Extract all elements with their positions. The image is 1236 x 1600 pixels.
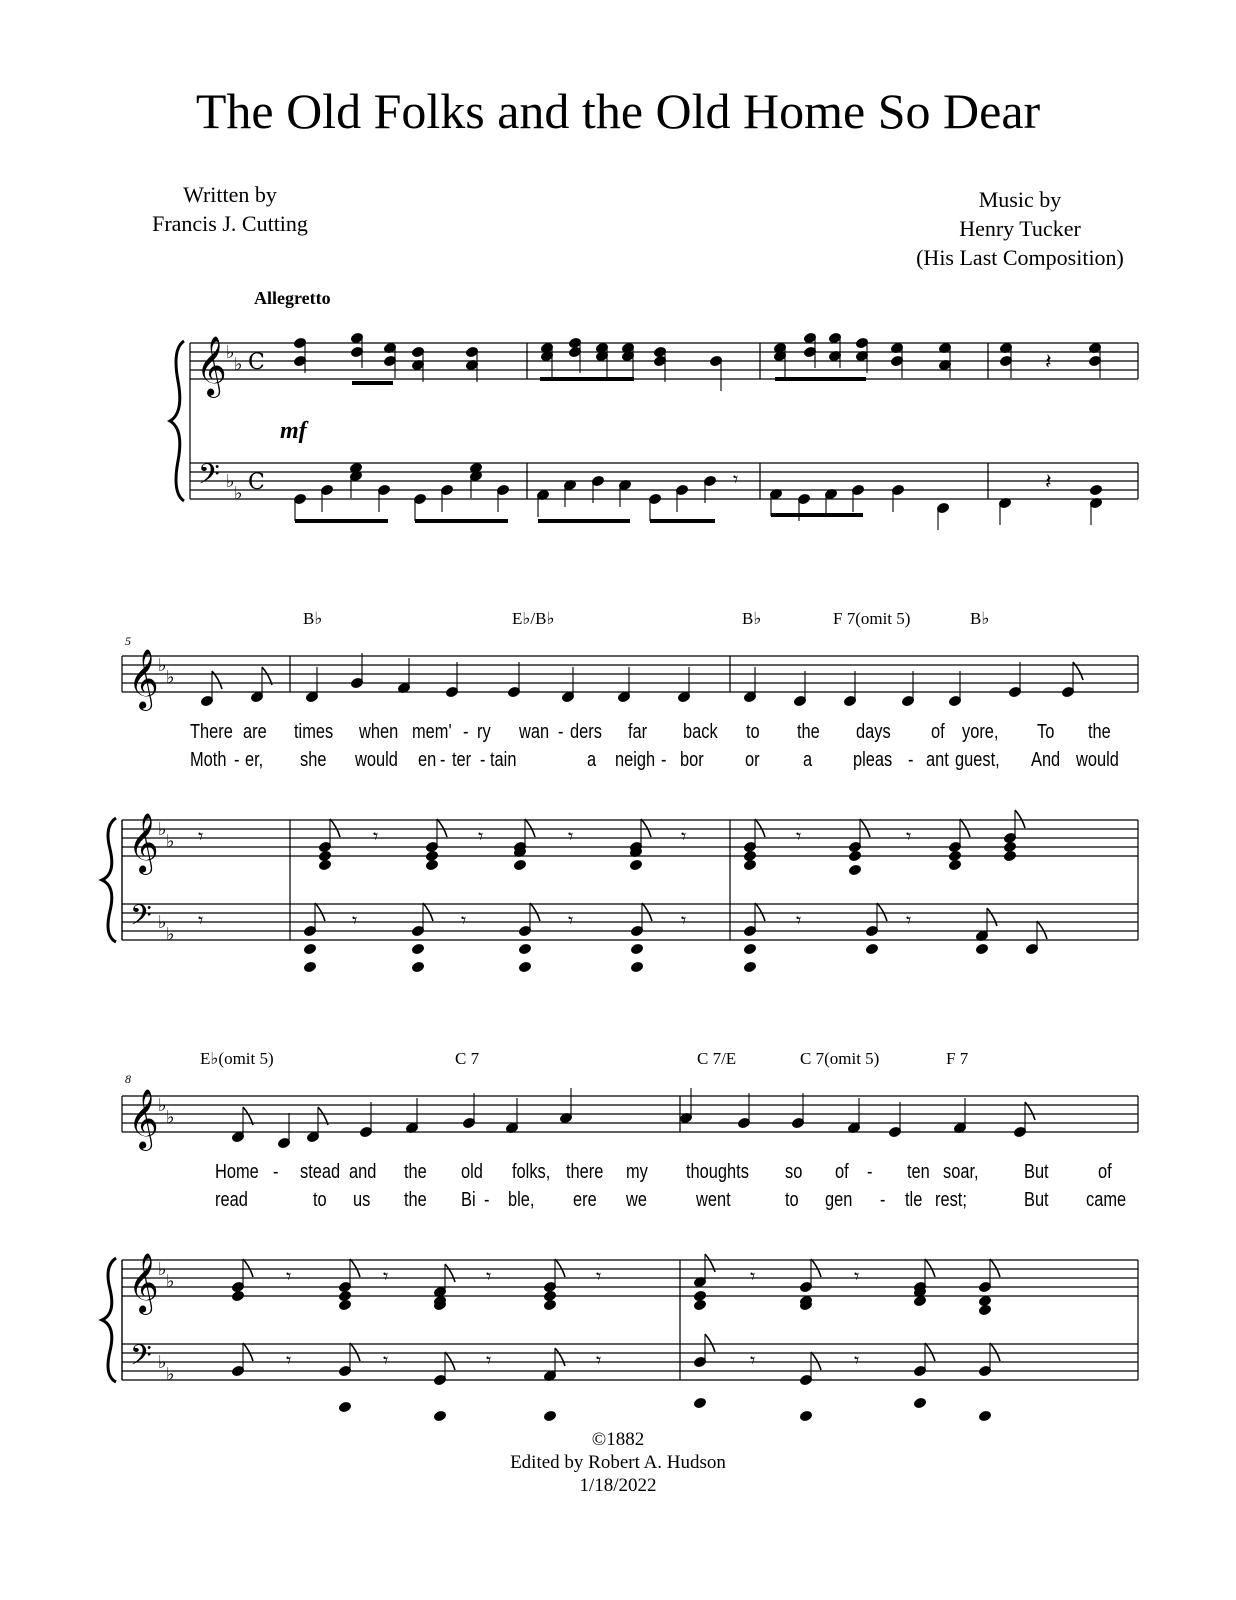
- notehead: [743, 943, 756, 954]
- flat-icon: ♭: [234, 483, 243, 504]
- lyric-syllable: To: [1037, 721, 1055, 743]
- notehead: [799, 1410, 812, 1421]
- lyric-syllable: er,: [245, 749, 264, 771]
- lyric-syllable: Home: [215, 1161, 259, 1183]
- eighth-rest: 𝄾: [286, 1348, 292, 1372]
- notehead: [411, 961, 424, 972]
- flag: [755, 903, 765, 921]
- notehead: [513, 859, 526, 870]
- lyric-syllable: -: [480, 749, 486, 771]
- composer-name: Henry Tucker: [959, 216, 1081, 241]
- flag: [262, 667, 272, 685]
- treble-clef-icon: 𝄞: [196, 336, 227, 396]
- flag: [755, 819, 765, 837]
- notehead: [318, 850, 331, 861]
- treble-clef-icon: 𝄞: [128, 1253, 159, 1313]
- eighth-rest: 𝄾: [906, 908, 912, 932]
- flat-icon: ♭: [158, 819, 167, 840]
- brace-icon: [102, 818, 116, 942]
- flag: [350, 1259, 360, 1277]
- notehead: [1089, 484, 1102, 495]
- lyric-syllable: ble,: [508, 1189, 535, 1211]
- footer: [0, 1428, 1236, 1497]
- notehead: [1003, 850, 1016, 861]
- lyric-syllable: -: [661, 749, 667, 771]
- notehead: [848, 850, 861, 861]
- chord-symbol: B♭: [303, 609, 323, 628]
- eighth-rest: 𝄾: [854, 1264, 860, 1288]
- flag: [330, 819, 340, 837]
- flat-icon: ♭: [158, 655, 167, 676]
- notehead: [318, 859, 331, 870]
- lyric-syllable: ere: [573, 1189, 597, 1211]
- measure-number-8: 8: [125, 1072, 131, 1086]
- lyric-syllable: bor: [680, 749, 704, 771]
- flat-icon: ♭: [166, 924, 175, 945]
- flat-icon: ♭: [226, 342, 235, 363]
- lyric-syllable: of: [1098, 1161, 1112, 1183]
- eighth-rest: 𝄾: [486, 1264, 492, 1288]
- composer-note: (His Last Composition): [916, 245, 1124, 270]
- measure-number-5: 5: [125, 634, 131, 648]
- lyric-syllable: thoughts: [686, 1161, 749, 1183]
- flat-icon: ♭: [166, 1107, 175, 1128]
- notehead: [303, 961, 316, 972]
- flat-icon: ♭: [226, 471, 235, 492]
- chord-symbol: C 7: [455, 1049, 480, 1068]
- lyric-syllable: -: [880, 1189, 886, 1211]
- flag: [243, 1343, 253, 1361]
- flag: [555, 1348, 565, 1366]
- eighth-rest: 𝄾: [286, 1264, 292, 1288]
- notehead: [693, 1299, 706, 1310]
- flag: [1015, 810, 1025, 828]
- lyric-syllable: us: [353, 1189, 371, 1211]
- flag: [445, 1264, 455, 1282]
- lyric-syllable: -: [234, 749, 240, 771]
- flat-icon: ♭: [158, 1259, 167, 1280]
- notehead: [411, 943, 424, 954]
- eighth-rest: 𝄾: [486, 1348, 492, 1372]
- lyric-syllable: ry: [477, 721, 491, 743]
- flag: [705, 1334, 715, 1352]
- flag: [811, 1259, 821, 1277]
- time-signature: C: [248, 470, 265, 495]
- bass-clef-icon: 𝄢: [198, 458, 220, 498]
- edit-date: 1/18/2022: [579, 1475, 657, 1496]
- notehead: [848, 864, 861, 875]
- lyric-syllable: we: [626, 1189, 647, 1211]
- lyric-syllable: back: [683, 721, 718, 743]
- lyric-syllable: the: [404, 1161, 427, 1183]
- lyric-syllable: are: [243, 721, 267, 743]
- lyric-syllable: went: [696, 1189, 731, 1211]
- bass-clef-icon: 𝄢: [130, 899, 152, 939]
- eighth-rest: 𝄾: [568, 908, 574, 932]
- notehead: [978, 1304, 991, 1315]
- chord-symbol: B♭: [742, 609, 762, 628]
- quarter-rest: 𝄽: [1045, 470, 1052, 495]
- lyric-syllable: -: [440, 749, 446, 771]
- lyric-syllable: yore,: [962, 721, 999, 743]
- lyric-syllable: my: [626, 1161, 648, 1183]
- notehead: [913, 1397, 926, 1408]
- flag: [243, 1107, 253, 1125]
- eighth-rest: 𝄾: [461, 908, 467, 932]
- lyric-syllable: days: [856, 721, 891, 743]
- notehead: [543, 1410, 556, 1421]
- lyric-syllable: or: [745, 749, 760, 771]
- eighth-rest: 𝄾: [596, 1264, 602, 1288]
- lyric-syllable: there: [566, 1161, 604, 1183]
- bass-clef-icon: 𝄢: [130, 1339, 152, 1379]
- notehead: [425, 850, 438, 861]
- flag: [811, 1352, 821, 1370]
- flag: [990, 1343, 1000, 1361]
- lyric-syllable: soar,: [943, 1161, 979, 1183]
- flag: [243, 1259, 253, 1277]
- lyric-syllable: gen: [825, 1189, 853, 1211]
- lyric-syllable: tain: [490, 749, 517, 771]
- eighth-rest: 𝄾: [796, 824, 802, 848]
- notehead: [518, 961, 531, 972]
- notehead: [543, 1290, 556, 1301]
- lyric-syllable: of: [835, 1161, 849, 1183]
- lyric-syllable: guest,: [955, 749, 1000, 771]
- lyric-syllable: tle: [905, 1189, 923, 1211]
- lyric-syllable: -: [484, 1189, 490, 1211]
- eighth-rest: 𝄾: [733, 467, 739, 491]
- notehead: [630, 943, 643, 954]
- lyric-syllable: came: [1086, 1189, 1127, 1211]
- flag: [860, 819, 870, 837]
- lyric-syllable: -: [908, 749, 914, 771]
- lyric-syllable: a: [803, 749, 813, 771]
- eighth-rest: 𝄾: [373, 824, 379, 848]
- flat-icon: ♭: [166, 1364, 175, 1385]
- lyric-syllable: so: [785, 1161, 803, 1183]
- eighth-rest: 𝄾: [383, 1264, 389, 1288]
- notehead: [913, 1295, 926, 1306]
- eighth-rest: 𝄾: [198, 908, 204, 932]
- eighth-rest: 𝄾: [854, 1348, 860, 1372]
- eighth-rest: 𝄾: [352, 908, 358, 932]
- notehead: [338, 1401, 351, 1412]
- page-title: The Old Folks and the Old Home So Dear: [195, 83, 1041, 139]
- lyric-syllable: she: [300, 749, 327, 771]
- lyric-syllable: -: [867, 1161, 873, 1183]
- chord-symbol: C 7(omit 5): [800, 1049, 880, 1068]
- lyric-syllable: -: [463, 721, 469, 743]
- flag: [525, 819, 535, 837]
- lyric-syllable: and: [349, 1161, 377, 1183]
- flag: [437, 819, 447, 837]
- flag: [350, 1343, 360, 1361]
- lyric-syllable: -: [273, 1161, 279, 1183]
- notehead: [865, 943, 878, 954]
- eighth-rest: 𝄾: [681, 824, 687, 848]
- lyric-syllable: to: [785, 1189, 799, 1211]
- composer-label: Music by: [978, 187, 1062, 212]
- treble-clef-icon: 𝄞: [128, 813, 159, 873]
- notehead: [425, 859, 438, 870]
- flag: [318, 1107, 328, 1125]
- lyric-syllable: en: [418, 749, 437, 771]
- notehead: [629, 859, 642, 870]
- lyric-syllable: neigh: [615, 749, 656, 771]
- lyric-syllable: would: [1076, 749, 1119, 771]
- lyric-syllable: of: [931, 721, 945, 743]
- notehead: [543, 1299, 556, 1310]
- lyric-syllable: a: [587, 749, 597, 771]
- notehead: [630, 961, 643, 972]
- flat-icon: ♭: [166, 667, 175, 688]
- lyric-syllable: ant: [926, 749, 949, 771]
- editor-credit: Edited by Robert A. Hudson: [510, 1452, 726, 1473]
- flag: [315, 903, 325, 921]
- notehead: [693, 1290, 706, 1301]
- brace-icon: [170, 341, 184, 501]
- flag: [530, 903, 540, 921]
- flag: [925, 1259, 935, 1277]
- lyric-syllable: But: [1024, 1189, 1049, 1211]
- chord-symbol: B♭: [970, 609, 990, 628]
- eighth-rest: 𝄾: [198, 824, 204, 848]
- lyric-syllable: Moth: [190, 749, 227, 771]
- time-signature: C: [248, 350, 265, 375]
- brace-icon: [102, 1258, 116, 1382]
- copyright: ©1882: [591, 1429, 645, 1450]
- chord-symbol: F 7: [946, 1049, 969, 1068]
- chord-symbol: C 7/E: [697, 1049, 737, 1068]
- flag: [555, 1259, 565, 1277]
- eighth-rest: 𝄾: [750, 1348, 756, 1372]
- eighth-rest: 𝄾: [383, 1348, 389, 1372]
- notehead: [231, 1290, 244, 1301]
- notehead: [338, 1299, 351, 1310]
- flat-icon: ♭: [158, 1352, 167, 1373]
- flat-icon: ♭: [158, 912, 167, 933]
- flat-icon: ♭: [166, 831, 175, 852]
- flat-icon: ♭: [158, 1095, 167, 1116]
- tempo-marking: Allegretto: [254, 288, 331, 308]
- eighth-rest: 𝄾: [568, 824, 574, 848]
- lyric-syllable: would: [355, 749, 398, 771]
- lyric-syllable: to: [313, 1189, 327, 1211]
- lyric-syllable: wan: [519, 721, 550, 743]
- lyricist-name: Francis J. Cutting: [152, 211, 308, 236]
- lyric-syllable: And: [1031, 749, 1061, 771]
- treble-clef-icon: 𝄞: [128, 649, 159, 709]
- notehead: [1003, 841, 1016, 852]
- flag: [990, 1259, 1000, 1277]
- eighth-rest: 𝄾: [750, 1264, 756, 1288]
- chord-symbol: E♭(omit 5): [200, 1049, 274, 1068]
- notehead: [743, 850, 756, 861]
- lyric-syllable: mem': [412, 721, 452, 743]
- eighth-rest: 𝄾: [906, 824, 912, 848]
- flat-icon: ♭: [234, 354, 243, 375]
- lyric-syllable: far: [628, 721, 648, 743]
- notehead: [338, 1290, 351, 1301]
- flag: [877, 903, 887, 921]
- notehead: [433, 1410, 446, 1421]
- notehead: [693, 1397, 706, 1408]
- flag: [642, 903, 652, 921]
- lyricist-label: Written by: [183, 182, 277, 207]
- flag: [641, 819, 651, 837]
- flag: [1037, 921, 1047, 939]
- notehead: [978, 1410, 991, 1421]
- lyric-syllable: folks,: [512, 1161, 551, 1183]
- lyric-syllable: But: [1024, 1161, 1049, 1183]
- notehead: [948, 850, 961, 861]
- lyric-syllable: ter: [452, 749, 472, 771]
- lyric-syllable: the: [404, 1189, 427, 1211]
- chord-symbol: F 7(omit 5): [833, 609, 911, 628]
- notehead: [975, 943, 988, 954]
- lyric-syllable: the: [797, 721, 820, 743]
- notehead: [978, 1295, 991, 1306]
- lyric-syllable: read: [215, 1189, 248, 1211]
- lyric-syllable: There: [190, 721, 233, 743]
- eighth-rest: 𝄾: [796, 908, 802, 932]
- notehead: [743, 859, 756, 870]
- dynamic-mf: mf: [280, 418, 307, 444]
- treble-clef-icon: 𝄞: [128, 1089, 159, 1149]
- lyric-syllable: stead: [300, 1161, 341, 1183]
- lyric-syllable: ders: [570, 721, 602, 743]
- lyric-syllable: to: [746, 721, 760, 743]
- chord-symbol: E♭/B♭: [512, 609, 555, 628]
- lyric-syllable: when: [359, 721, 399, 743]
- eighth-rest: 𝄾: [681, 908, 687, 932]
- flag: [960, 819, 970, 837]
- notehead: [303, 943, 316, 954]
- flag: [423, 903, 433, 921]
- flag: [987, 908, 997, 926]
- lyric-syllable: -: [558, 721, 564, 743]
- lyric-syllable: times: [294, 721, 334, 743]
- flag: [445, 1352, 455, 1370]
- eighth-rest: 𝄾: [478, 824, 484, 848]
- lyric-syllable: Bi: [461, 1189, 476, 1211]
- flag: [925, 1343, 935, 1361]
- notehead: [948, 859, 961, 870]
- lyric-syllable: ten: [907, 1161, 930, 1183]
- lyric-syllable: rest;: [935, 1189, 967, 1211]
- quarter-rest: 𝄽: [1045, 350, 1052, 375]
- flat-icon: ♭: [166, 1271, 175, 1292]
- lyric-syllable: the: [1088, 721, 1111, 743]
- lyric-syllable: pleas: [853, 749, 893, 771]
- notehead: [743, 961, 756, 972]
- lyric-syllable: old: [461, 1161, 483, 1183]
- eighth-rest: 𝄾: [596, 1348, 602, 1372]
- notehead: [518, 943, 531, 954]
